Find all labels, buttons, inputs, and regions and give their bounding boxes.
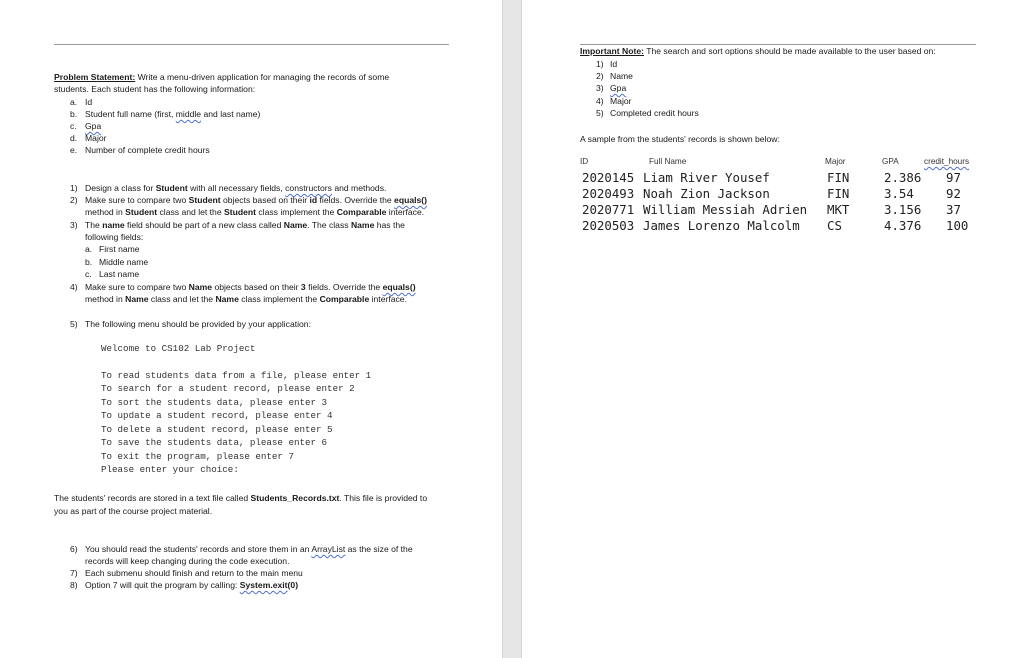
name-field-middle: Middle name	[99, 257, 149, 267]
table-cell-major: MKT	[827, 202, 850, 217]
task-3-text-line-1: The name field should be part of a new class called Name. The class Name has the	[85, 220, 405, 230]
info-item-major: Major	[85, 133, 107, 143]
task-number: 4)	[70, 282, 78, 292]
task-number: 8)	[70, 580, 78, 590]
option-number: 2)	[596, 71, 604, 81]
table-header-gpa: GPA	[882, 157, 899, 166]
table-header-credit-hours: credit_hours	[924, 157, 970, 166]
option-number: 1)	[596, 59, 604, 69]
header-rule	[54, 44, 449, 45]
table-cell-name: Noah Zion Jackson	[643, 186, 770, 201]
task-4-text-line-1: Make sure to compare two Name objects based on their 3 fields. Override the equals()	[85, 282, 416, 292]
menu-line: To save the students data, please enter 6	[101, 437, 328, 448]
option-number: 3)	[596, 83, 604, 93]
document-page-left	[0, 0, 502, 658]
page-gutter	[502, 0, 522, 658]
info-list-marker: c.	[70, 121, 77, 131]
table-cell-gpa: 3.156	[884, 202, 922, 217]
task-5-text: The following menu should be provided by your application:	[85, 319, 311, 329]
menu-welcome-line: Welcome to CS102 Lab Project	[101, 343, 256, 354]
task-number: 6)	[70, 544, 78, 554]
task-3-text-line-2: following fields:	[85, 232, 144, 242]
table-cell-credit-hours: 100	[946, 218, 969, 233]
table-cell-name: William Messiah Adrien	[643, 202, 808, 217]
task-2-text-line-1: Make sure to compare two Student objects based on their id fields. Override the equals()	[85, 195, 427, 205]
table-cell-id: 2020145	[582, 170, 635, 185]
task-number: 1)	[70, 183, 78, 193]
task-1-text: Design a class for Student with all necessary fields, constructors and methods.	[85, 183, 387, 193]
task-7-text: Each submenu should finish and return to the main menu	[85, 568, 303, 578]
table-cell-credit-hours: 92	[946, 186, 961, 201]
table-cell-major: CS	[827, 218, 842, 233]
table-cell-id: 2020503	[582, 218, 635, 233]
option-credit-hours: Completed credit hours	[610, 108, 699, 118]
table-cell-id: 2020493	[582, 186, 635, 201]
table-cell-name: James Lorenzo Malcolm	[643, 218, 800, 233]
info-list-marker: b.	[70, 109, 78, 119]
info-list-marker: a.	[70, 97, 78, 107]
task-number: 5)	[70, 319, 78, 329]
menu-line: To update a student record, please enter 4	[101, 410, 333, 421]
task-4-text-line-2: method in Name class and let the Name class implement the Comparable interface.	[85, 294, 407, 304]
task-number: 7)	[70, 568, 78, 578]
table-cell-gpa: 4.376	[884, 218, 922, 233]
menu-line: To sort the students data, please enter 3	[101, 397, 328, 408]
problem-statement-line-2: students. Each student has the following information:	[54, 84, 256, 94]
option-name: Name	[610, 71, 633, 81]
option-gpa: Gpa	[610, 83, 627, 93]
menu-line: To delete a student record, please enter 5	[101, 424, 333, 435]
table-cell-name: Liam River Yousef	[643, 170, 770, 185]
table-cell-gpa: 3.54	[884, 186, 914, 201]
menu-prompt: Please enter your choice:	[101, 464, 239, 475]
option-number: 5)	[596, 108, 604, 118]
menu-line: To exit the program, please enter 7	[101, 451, 294, 462]
problem-statement-label: Problem Statement:	[54, 72, 136, 82]
info-item-gpa: Gpa	[85, 121, 102, 131]
name-field-marker: a.	[85, 244, 93, 254]
info-item-id: Id	[85, 97, 93, 107]
info-list-marker: e.	[70, 145, 78, 155]
option-major: Major	[610, 96, 632, 106]
menu-line: To search for a student record, please enter 2	[101, 383, 355, 394]
table-header-id: ID	[580, 157, 589, 166]
stored-file-line-2: you as part of the course project material.	[54, 506, 213, 516]
table-cell-id: 2020771	[582, 202, 635, 217]
stored-file-line-1: The students' records are stored in a text file called Students_Records.txt. This file is provided to	[54, 493, 428, 503]
table-header-full-name: Full Name	[649, 157, 687, 166]
info-item-name: Student full name (first, middle and last name)	[85, 109, 261, 119]
name-field-marker: c.	[85, 269, 92, 279]
option-id: Id	[610, 59, 618, 69]
table-cell-major: FIN	[827, 186, 850, 201]
important-note-label: Important Note:	[580, 46, 644, 56]
sample-intro: A sample from the students' records is shown below:	[580, 134, 780, 144]
task-2-text-line-2: method in Student class and let the Student class implement the Comparable interface.	[85, 207, 425, 217]
document-page-right	[522, 0, 1024, 658]
table-cell-gpa: 2.386	[884, 170, 922, 185]
table-cell-credit-hours: 37	[946, 202, 961, 217]
task-8-text: Option 7 will quit the program by calling: System.exit(0)	[85, 580, 299, 590]
task-6-text-line-1: You should read the students' records and store them in an ArrayList as the size of the	[85, 544, 413, 554]
menu-line: To read students data from a file, please enter 1	[101, 370, 372, 381]
name-field-last: Last name	[99, 269, 140, 279]
table-cell-credit-hours: 97	[946, 170, 961, 185]
name-field-marker: b.	[85, 257, 93, 267]
important-note: Important Note: The search and sort options should be made available to the user based on:	[580, 46, 936, 56]
problem-statement-line-1: Problem Statement: Write a menu-driven application for managing the records of some	[54, 72, 390, 82]
name-field-first: First name	[99, 244, 140, 254]
task-6-text-line-2: records will keep changing during the code execution.	[85, 556, 290, 566]
task-number: 3)	[70, 220, 78, 230]
info-item-credit-hours: Number of complete credit hours	[85, 145, 210, 155]
table-cell-major: FIN	[827, 170, 850, 185]
option-number: 4)	[596, 96, 604, 106]
task-number: 2)	[70, 195, 78, 205]
table-header-major: Major	[825, 157, 846, 166]
info-list-marker: d.	[70, 133, 78, 143]
